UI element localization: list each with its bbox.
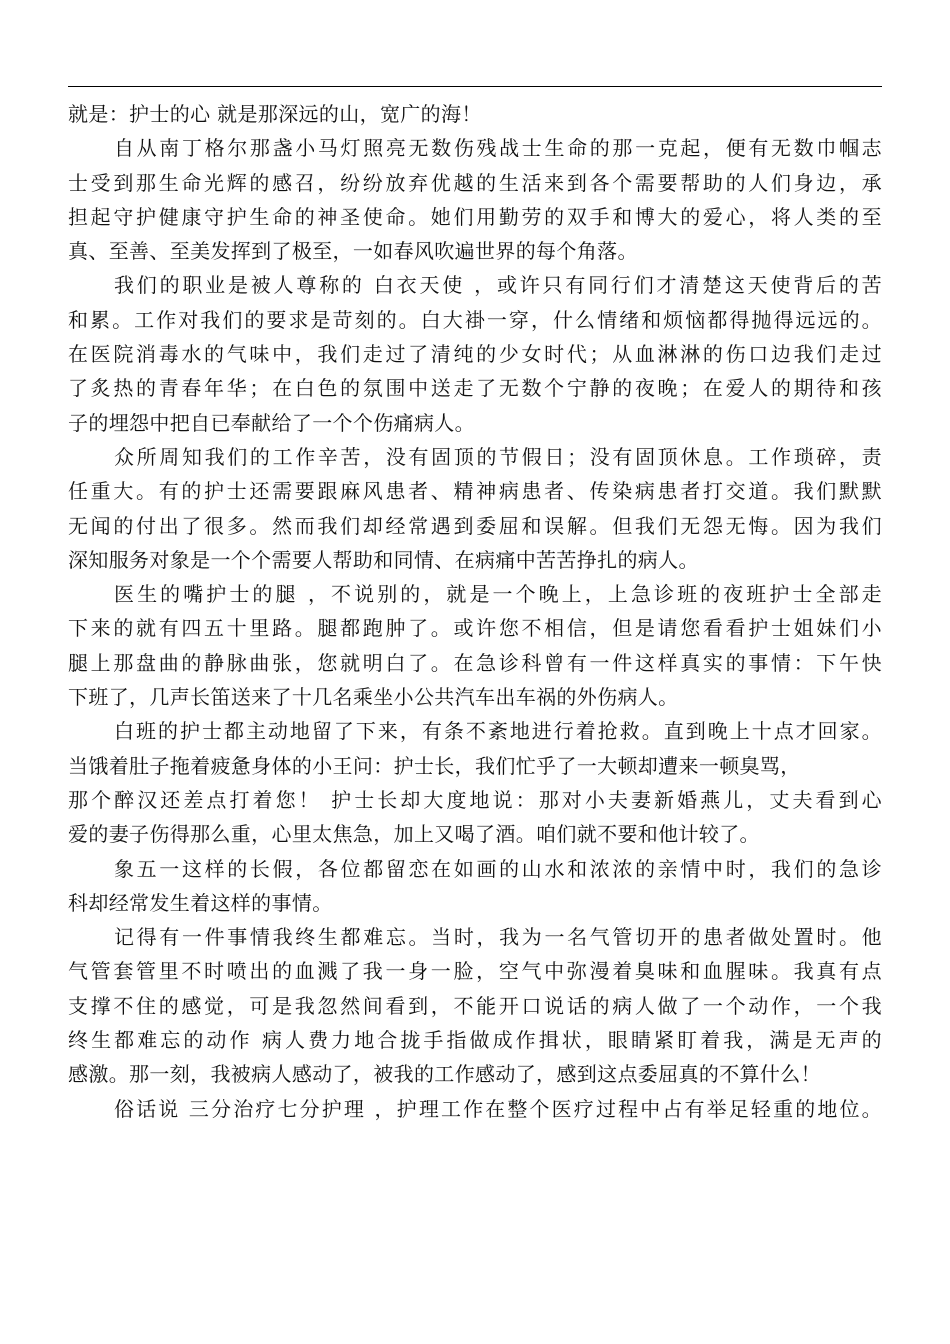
text-line: 记得有一件事情我终生都难忘。当时，我为一名气管切开的患者做处置时。他 xyxy=(114,925,882,950)
text-line: 腿上那盘曲的静脉曲张，您就明白了。在急诊科曾有一件这样真实的事情：下午快 xyxy=(68,650,882,675)
text-line: 当饿着肚子拖着疲惫身体的小王问：护士长，我们忙乎了一大顿却遭来一顿臭骂， xyxy=(68,753,801,778)
text-line: 下来的就有四五十里路。腿都跑肿了。或许您不相信，但是请您看看护士姐妹们小 xyxy=(68,616,882,641)
text-line: 科却经常发生着这样的事情。 xyxy=(68,890,333,915)
text-line: 士受到那生命光辉的感召，纷纷放弃优越的生活来到各个需要帮助的人们身边，承 xyxy=(68,170,882,195)
text-line: 在医院消毒水的气味中，我们走过了清纯的少女时代；从血淋淋的伤口边我们走过 xyxy=(68,342,882,367)
text-line: 和累。工作对我们的要求是苛刻的。白大褂一穿，什么情绪和烦恼都得抛得远远的。 xyxy=(68,307,882,332)
text-line: 象五一这样的长假，各位都留恋在如画的山水和浓浓的亲情中时，我们的急诊 xyxy=(114,856,882,881)
text-line: 就是：护士的心 就是那深远的山，宽广的海！ xyxy=(68,102,482,126)
text-line: 任重大。有的护士还需要跟麻风患者、精神病患者、传染病患者打交道。我们默默 xyxy=(68,479,882,504)
text-line: 子的埋怨中把自已奉献给了一个个伤痛病人。 xyxy=(68,410,475,435)
text-line: 医生的嘴护士的腿 ，不说别的，就是一个晚上，上急诊班的夜班护士全部走 xyxy=(114,582,882,607)
text-line: 自从南丁格尔那盏小马灯照亮无数伤残战士生命的那一克起，便有无数巾帼志 xyxy=(114,136,882,161)
text-line: 无闻的付出了很多。然而我们却经常遇到委屈和误解。但我们无怨无悔。因为我们 xyxy=(68,513,882,538)
text-line: 真、至善、至美发挥到了极至，一如春风吹遍世界的每个角落。 xyxy=(68,239,638,264)
text-line: 众所周知我们的工作辛苦，没有固顶的节假日；没有固顶休息。工作琐碎，责 xyxy=(114,444,882,469)
text-line: 担起守护健康守护生命的神圣使命。她们用勤劳的双手和博大的爱心，将人类的至 xyxy=(68,204,882,229)
text-line: 了炙热的青春年华；在白色的氛围中送走了无数个宁静的夜晚；在爱人的期待和孩 xyxy=(68,376,882,401)
text-line: 深知服务对象是一个个需要人帮助和同情、在病痛中苦苦挣扎的病人。 xyxy=(68,547,699,572)
text-line: 下班了，几声长笛送来了十几名乘坐小公共汽车出车祸的外伤病人。 xyxy=(68,685,679,710)
text-line: 那个醉汉还差点打着您！ 护士长却大度地说：那对小夫妻新婚燕儿，丈夫看到心 xyxy=(68,787,882,812)
text-line: 爱的妻子伤得那么重，心里太焦急，加上又喝了酒。咱们就不要和他计较了。 xyxy=(68,822,760,847)
text-line: 支撑不住的感觉，可是我忽然间看到，不能开口说话的病人做了一个动作，一个我 xyxy=(68,993,882,1018)
text-line: 终生都难忘的动作 病人费力地合拢手指做成作揖状，眼睛紧盯着我，满是无声的 xyxy=(68,1028,882,1053)
text-line: 俗话说 三分治疗七分护理 ，护理工作在整个医疗过程中占有举足轻重的地位。 xyxy=(114,1096,882,1121)
text-line: 感激。那一刻，我被病人感动了，被我的工作感动了，感到这点委屈真的不算什么！ xyxy=(68,1062,821,1087)
text-line: 我们的职业是被人尊称的 白衣天使 ，或许只有同行们才清楚这天使背后的苦 xyxy=(114,273,882,298)
text-line: 白班的护士都主动地留了下来，有条不紊地进行着抢救。直到晚上十点才回家。 xyxy=(114,719,882,744)
body-text xyxy=(68,97,882,1126)
text-line: 气管套管里不时喷出的血溅了我一身一脸，空气中弥漫着臭味和血腥味。我真有点 xyxy=(68,959,882,984)
header-rule xyxy=(68,86,882,87)
